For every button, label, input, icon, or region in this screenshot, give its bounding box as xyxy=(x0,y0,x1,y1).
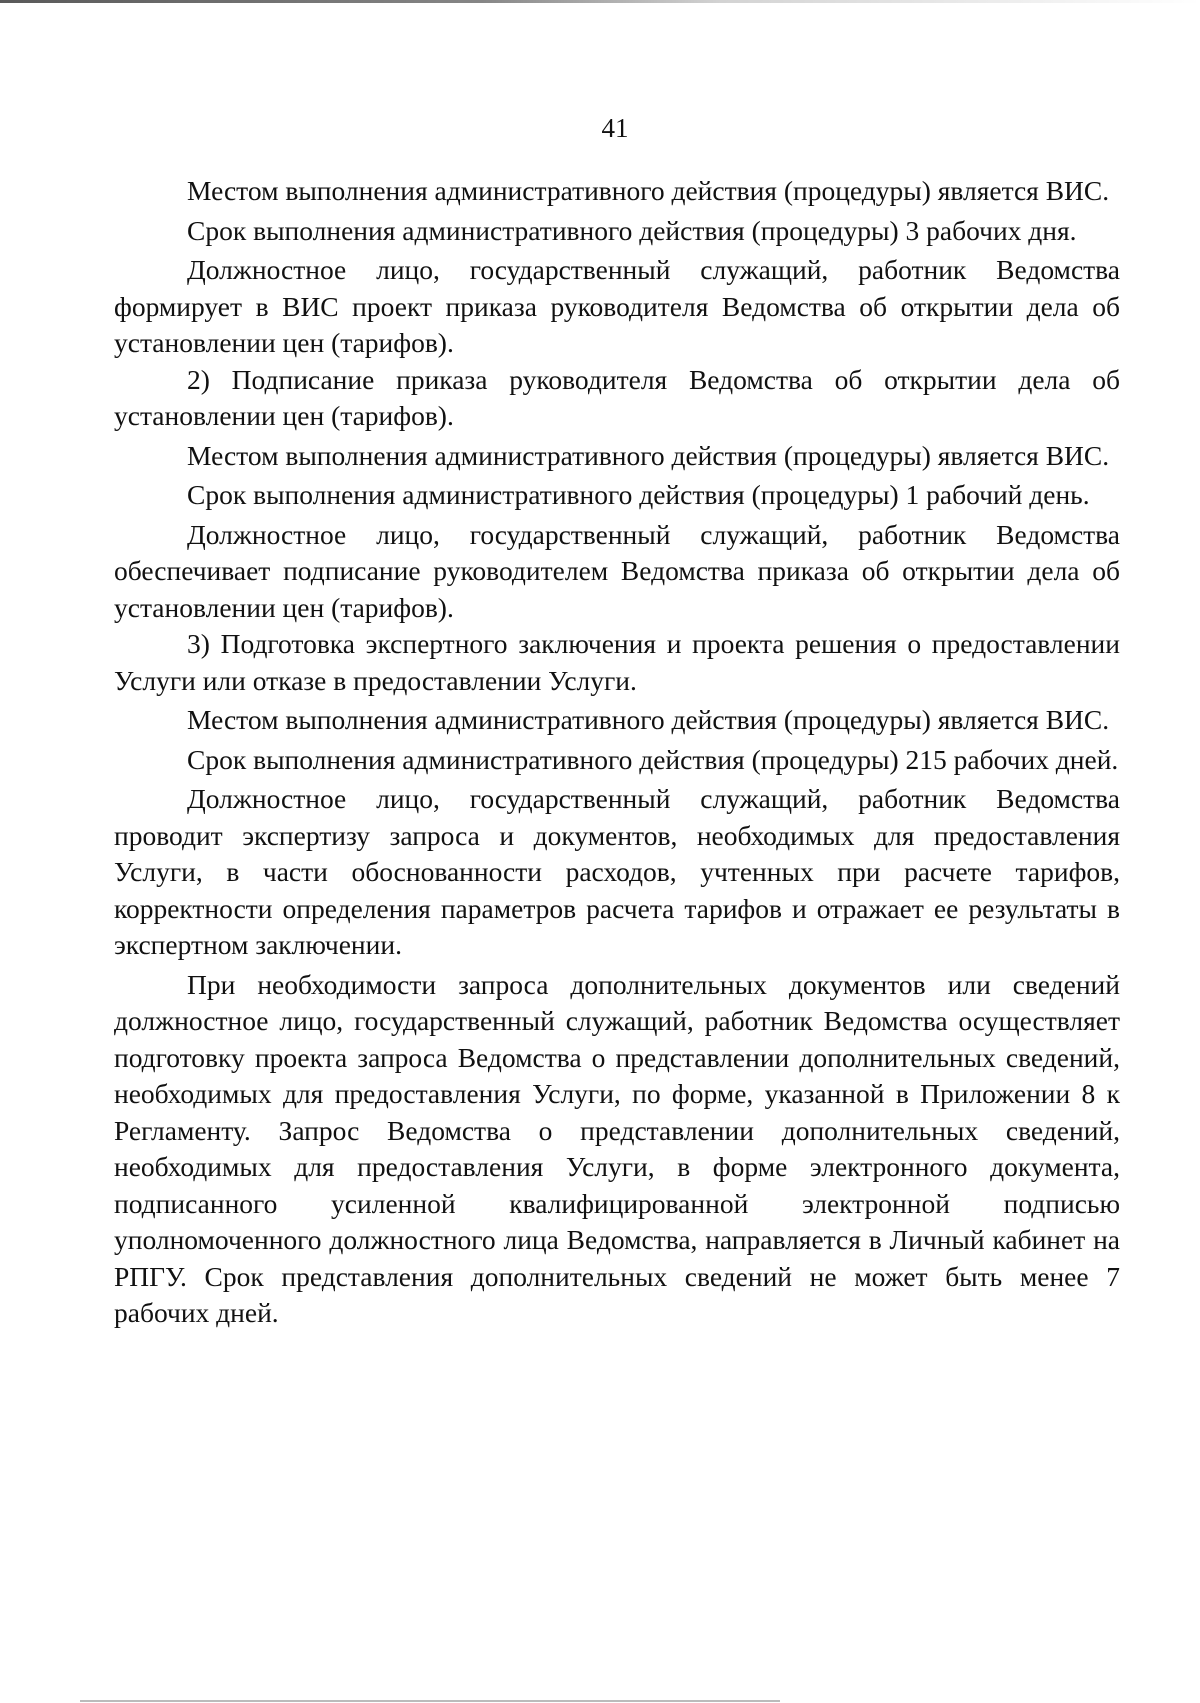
document-body xyxy=(114,173,1120,1332)
paragraph-additional-documents-request: При необходимости запроса дополнительных документов или сведений должностное лицо, государственный служащий, работник Ведомства осуществляет подготовку проекта запроса Ведомства о представлении дополнительных сведений, необходимых для предоставления Услуги, по форме, указанной в Приложении 8 к Регламенту. Запрос Ведомства о представлении дополнительных сведений, необходимых для предоставления Услуги, в форме электронного документа, подписанного усиленной квалифицированной электронной подписью уполномоченного должностного лица Ведомства, направляется в Личный кабинет на РПГУ. Срок представления дополнительных сведений не может быть менее 7 рабочих дней. xyxy=(114,968,1120,1328)
paragraph-deadline-1: Срок выполнения административного действия (процедуры) 3 рабочих дня. xyxy=(187,214,1077,246)
paragraph-official-conducts-expertise: Должностное лицо, государственный служащий, работник Ведомства проводит экспертизу запроса и документов, необходимых для предоставления Услуги, в части обоснованности расходов, учтенных при расчете тарифов, корректности определения параметров расчета тарифов и отражает ее результаты в экспертном заключении. xyxy=(114,783,1120,960)
paragraph-deadline-3: Срок выполнения административного действия (процедуры) 215 рабочих дней. xyxy=(187,743,1119,775)
paragraph-place-of-action-2: Местом выполнения административного действия (процедуры) является ВИС. xyxy=(187,439,1110,471)
paragraph-deadline-2: Срок выполнения административного действия (процедуры) 1 рабочий день. xyxy=(187,479,1090,510)
scan-edge-top xyxy=(0,0,1200,3)
paragraph-step-3-expert-conclusion: 3) Подготовка экспертного заключения и проекта решения о предоставлении Услуги или отказе в предоставлении Услуги. xyxy=(114,628,1120,696)
page-number: 41 xyxy=(601,113,629,143)
paragraph-place-of-action-3: Местом выполнения административного действия (процедуры) является ВИС. xyxy=(187,704,1110,735)
paragraph-official-ensures-signing: Должностное лицо, государственный служащий, работник Ведомства обеспечивает подписание руководителем Ведомства приказа об открытии дела об установлении цен (тарифов). xyxy=(114,518,1120,623)
paragraph-step-2-signing: 2) Подписание приказа руководителя Ведомства об открытии дела об установлении цен (тарифов). xyxy=(114,363,1120,431)
paragraph-place-of-action-1: Местом выполнения административного действия (процедуры) является ВИС. xyxy=(187,175,1110,206)
scan-edge-bottom xyxy=(80,1700,780,1702)
paragraph-official-forms-order: Должностное лицо, государственный служащий, работник Ведомства формирует в ВИС проект приказа руководителя Ведомства об открытии дела об установлении цен (тарифов). xyxy=(114,254,1120,358)
